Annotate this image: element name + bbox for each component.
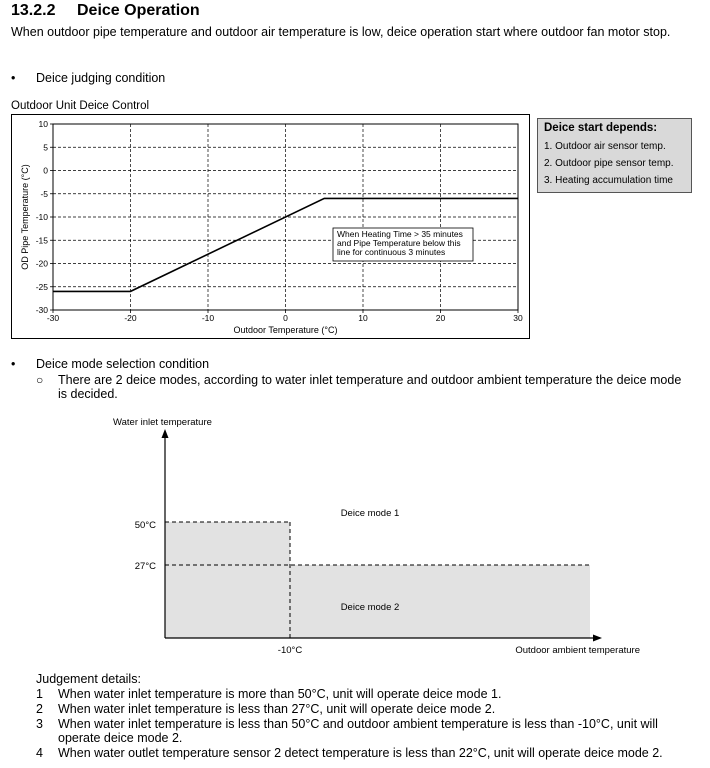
marker-50c: 50°C <box>134 520 156 531</box>
judgement-text: When water inlet temperature is more than 50°C, unit will operate deice mode 1. <box>58 687 502 701</box>
y-tick-label: -5 <box>40 188 48 199</box>
y-tick-label: 10 <box>38 119 48 129</box>
y-tick-label: -20 <box>35 258 48 269</box>
intro-text: When outdoor pipe temperature and outdoor air temperature is low, deice operation start where outdoor fan motor stop. <box>11 25 671 39</box>
judgement-num: 4 <box>36 746 43 760</box>
y-tick-label: -25 <box>35 281 48 292</box>
annotation-line-1: When Heating Time > 35 minutes <box>337 229 463 239</box>
marker-minus10c: -10°C <box>277 645 303 656</box>
region-mode2-upper <box>165 522 290 565</box>
judgement-title: Judgement details: <box>36 672 141 686</box>
section-title: Deice Operation <box>77 2 200 19</box>
judgement-num: 3 <box>36 717 43 731</box>
annotation-line-2: and Pipe Temperature below this <box>337 238 461 248</box>
deice-legend <box>537 118 692 193</box>
y-tick-label: 0 <box>43 165 48 176</box>
judgement-text: When water inlet temperature is less than 27°C, unit will operate deice mode 2. <box>58 702 496 716</box>
diagram-y-label: Water inlet temperature <box>113 417 212 428</box>
sub-bullet-circle-icon: ○ <box>36 373 44 387</box>
x-tick-label: 0 <box>283 313 288 323</box>
judgement-item <box>36 702 696 716</box>
legend-item: 1. Outdoor air sensor temp. <box>544 141 666 152</box>
label-deice-mode-2: Deice mode 2 <box>340 602 400 613</box>
y-axis-arrow-icon <box>162 429 169 438</box>
sub-bullet-text: There are 2 deice modes, according to water inlet temperature and outdoor ambient temperature the deice mode is decided. <box>58 373 682 401</box>
deice-control-chart <box>11 114 531 340</box>
x-tick-label: 10 <box>358 313 368 323</box>
chart1-y-label: OD Pipe Temperature (°C) <box>20 164 30 270</box>
judgement-item <box>36 717 696 745</box>
y-tick-label: -15 <box>35 235 48 246</box>
bullet-text: Deice judging condition <box>36 71 166 85</box>
bullet-dot-icon: • <box>11 357 16 371</box>
marker-27c: 27°C <box>134 561 156 572</box>
label-deice-mode-1: Deice mode 1 <box>340 508 400 519</box>
legend-item: 2. Outdoor pipe sensor temp. <box>544 158 674 169</box>
x-axis-arrow-icon <box>593 635 602 642</box>
judgement-num: 1 <box>36 687 43 701</box>
judgement-num: 2 <box>36 702 43 716</box>
section-heading <box>11 2 200 20</box>
x-tick-label: -10 <box>201 313 215 323</box>
x-tick-label: 20 <box>435 313 446 323</box>
judgement-text: When water outlet temperature sensor 2 detect temperature is less than 22°C, unit will operate deice mode 2. <box>58 746 663 760</box>
judgement-text: When water inlet temperature is less than 50°C and outdoor ambient temperature is less than -10°C, unit will operate deice mode 2. <box>58 717 658 745</box>
chart1-x-label: Outdoor Temperature (°C) <box>233 325 338 335</box>
legend-title: Deice start depends: <box>544 122 658 134</box>
y-tick-label: -10 <box>35 212 48 222</box>
bullet-text: Deice mode selection condition <box>36 357 210 371</box>
annotation-line-3: line for continuous 3 minutes <box>337 247 446 257</box>
x-tick-label: -20 <box>124 313 137 323</box>
bullet-dot-icon: • <box>11 71 16 85</box>
chart1-frame <box>12 115 530 339</box>
section-number: 13.2.2 <box>11 2 56 19</box>
deice-mode-diagram <box>100 412 660 662</box>
y-tick-label: -30 <box>35 305 48 315</box>
judgement-item <box>36 687 696 701</box>
chart1-title: Outdoor Unit Deice Control <box>11 100 150 112</box>
bullet-deice-judging <box>11 71 411 87</box>
chart1-annotation <box>333 228 473 261</box>
x-tick-label: 30 <box>513 313 523 323</box>
y-tick-label: 5 <box>43 142 48 153</box>
legend-item: 3. Heating accumulation time <box>544 175 673 186</box>
bullet-deice-mode <box>11 357 411 373</box>
diagram-x-label: Outdoor ambient temperature <box>515 645 640 656</box>
x-tick-label: -30 <box>46 313 60 323</box>
judgement-item <box>36 746 706 760</box>
